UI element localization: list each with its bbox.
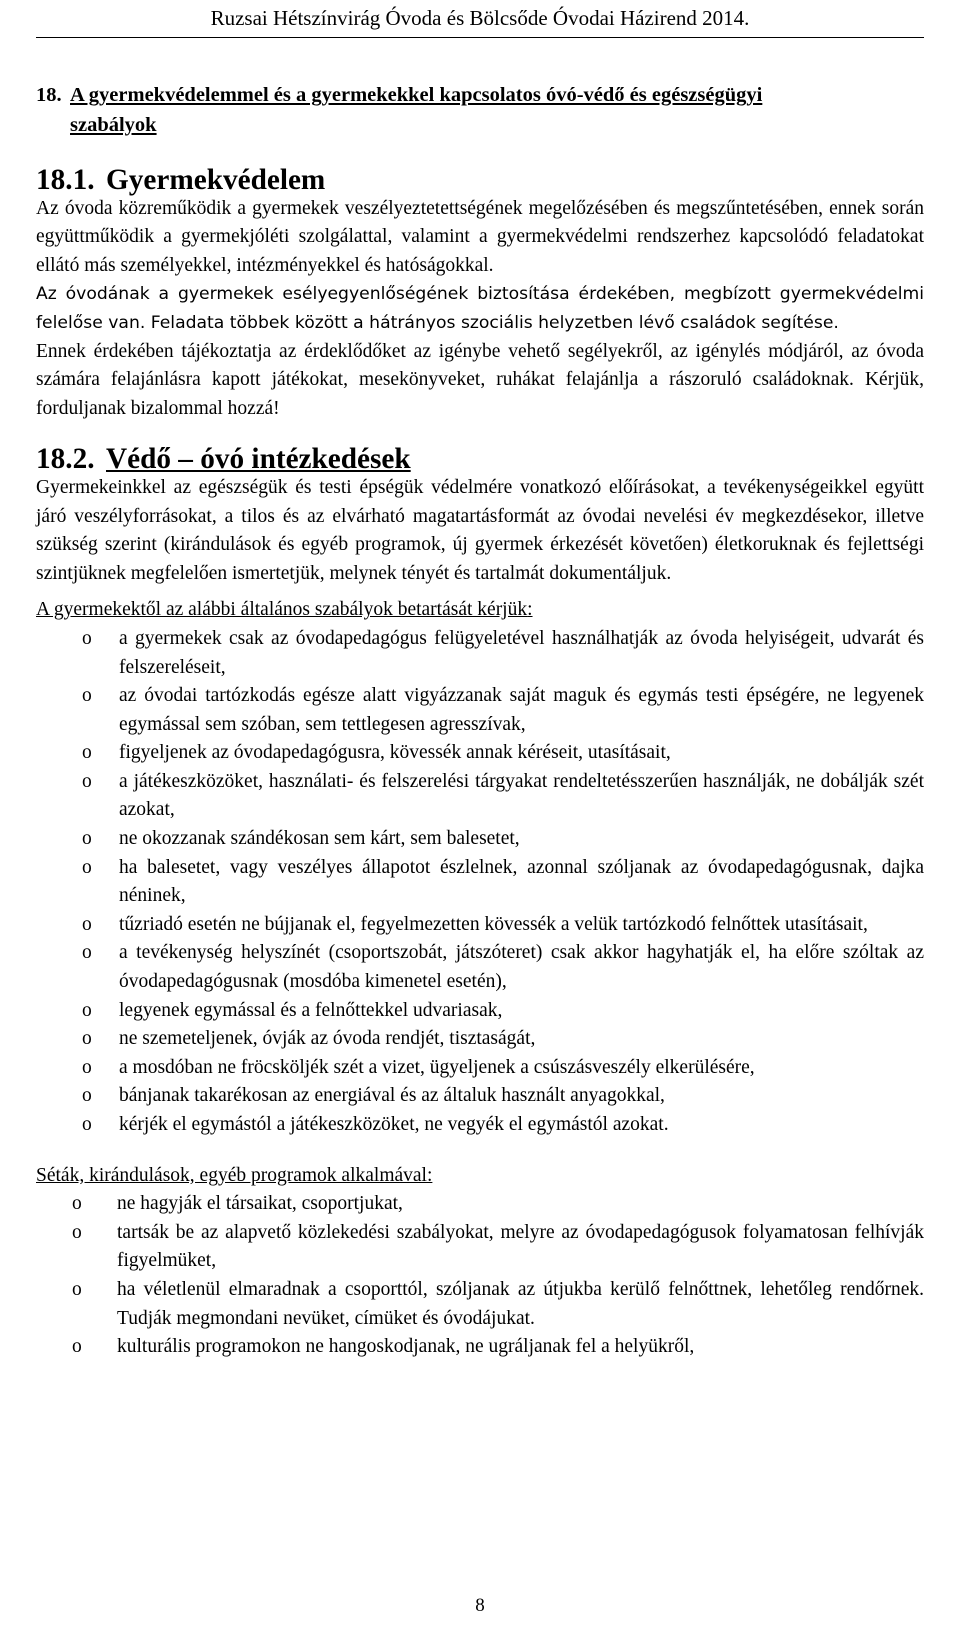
list-item (36, 682, 924, 739)
list-bullet: o (82, 913, 92, 935)
chapter-title (36, 80, 924, 140)
list-bullet: o (82, 828, 92, 850)
list-item-text: ne hagyják el társaikat, csoportjukat, (117, 1193, 403, 1215)
list-item (36, 1276, 924, 1333)
section-2-number: 18.2. (36, 443, 95, 476)
list-item (36, 1082, 924, 1111)
chapter-number: 18. (36, 84, 62, 106)
chapter-title-line1: A gyermekvédelemmel és a gyermekekkel kapcsolatos óvó-védő és egészségügyi (70, 84, 763, 106)
list-bullet: o (82, 999, 92, 1021)
section-2-title: Védő – óvó intézkedések (106, 443, 411, 476)
rules-list (36, 625, 924, 1140)
section-1-title: Gyermekvédelem (106, 164, 326, 196)
list-item-text: ha véletlenül elmaradnak a csoporttól, szóljanak az útjukba kerülő felnőttnek, lehetőleg rendőrnek. Tudják megmondani nevüket, címüket és óvodájukat. (117, 1278, 924, 1329)
list-item-text: kérjék el egymástól a játékeszközöket, ne vegyék el egymástól azokat. (119, 1114, 669, 1135)
list-item-text: ne szemeteljenek, óvják az óvoda rendjét, tisztaságát, (119, 1028, 536, 1050)
list-item (36, 939, 924, 996)
list-item-text: az óvodai tartózkodás egésze alatt vigyázzanak saját maguk és egymás testi épségére, ne legyenek egymással sem szóban, sem tettlegesen agresszívak, (119, 685, 924, 735)
list-item-text: legyenek egymással és a felnőttekkel udvariasak, (119, 999, 503, 1021)
list-bullet: o (82, 627, 92, 649)
list-bullet: o (82, 856, 92, 878)
trips-list (36, 1190, 924, 1362)
list-item-text: tartsák be az alapvető közlekedési szabályokat, melyre az óvodapedagógusok folyamatosan felhívják figyelmüket, (117, 1221, 924, 1272)
list-item (36, 739, 924, 768)
list-item (36, 825, 924, 854)
rules-lead-text: A gyermekektől az alábbi általános szabályok betartását kérjük (36, 599, 528, 621)
section-1-paragraph-2: Az óvodának a gyermekek esélyegyenlőségének biztosítása érdekében, megbízott gyermekvédelmi felelőse van. Feladata többek között a hátrányos szociális helyzetben lévő családok segítése. (36, 284, 924, 333)
list-item-text: a tevékenység helyszínét (csoportszobát, játszóteret) csak akkor hagyhatják el, ha előre szóltak az óvodapedagógusnak (mosdóba kimenetel esetén), (119, 942, 924, 993)
list-item (36, 625, 924, 682)
list-item (36, 997, 924, 1026)
section-2-heading (36, 445, 924, 474)
list-item (36, 854, 924, 911)
page-content (36, 80, 924, 1362)
section-1-paragraph-1: Az óvoda közreműködik a gyermekek veszélyeztetettségének megelőzésében és megszűntetésében, ennek során együttműködik a gyermekjóléti szolgálattal, valamint a gyermekvédelmi rendszerhez kapcsolódó feladatokat ellátó más személyekkel, intézményekkel és hatóságokkal. (36, 197, 924, 276)
trips-lead: Séták, kirándulások, egyéb programok alkalmával: (36, 1164, 433, 1186)
list-bullet: o (72, 1278, 82, 1300)
rules-lead (36, 596, 924, 625)
list-bullet: o (82, 742, 92, 764)
list-item (36, 1111, 924, 1140)
list-bullet: o (82, 942, 92, 964)
list-item-text: a mosdóban ne fröcsköljék szét a vizet, ügyeljenek a csúszásveszély elkerülésére, (119, 1056, 755, 1078)
header-rule (36, 37, 924, 38)
list-item (36, 1333, 924, 1362)
list-bullet: o (82, 770, 92, 792)
list-item-text: ha balesetet, vagy veszélyes állapotot észlelnek, azonnal szóljanak az óvodapedagógusnak, dajka néninek, (119, 856, 924, 907)
list-item-text: ne okozzanak szándékosan sem kárt, sem balesetet, (119, 828, 520, 850)
list-bullet: o (82, 1114, 92, 1135)
section-2-paragraph-1: Gyermekeinkkel az egészségük és testi épségük védelmére vonatkozó előírásokat, a tevékenységeikkel együtt járó veszélyforrásokat, a tilos és az elvárható magatartásformát az óvodai nevelési év megkezdésekor, illetve szükség szerint (kirándulások és egyéb programok, új gyermek érkezését követően) életkoruknak és fejlettségi szintjüknek megfelelően ismertetjük, melynek tényét és tartalmát dokumentáljuk. (36, 476, 924, 584)
list-item-text: a gyermekek csak az óvodapedagógus felügyeletével használhatják az óvoda helyiségeit, udvarát és felszereléseit, (119, 627, 924, 678)
section-1-heading (36, 166, 924, 195)
rules-lead-colon: : (527, 599, 533, 621)
list-item (36, 1054, 924, 1083)
list-bullet: o (72, 1336, 82, 1358)
list-bullet: o (82, 1028, 92, 1050)
section-1-paragraph-3: Ennek érdekében tájékoztatja az érdeklődőket az igénybe vehető segélyekről, az igénylés módjáról, az óvoda számára felajánlásra kapott játékokat, mesekönyveket, ruhákat felajánlja a rászoruló családoknak. Kérjük, forduljanak bizalommal hozzá! (36, 340, 924, 419)
list-bullet: o (82, 685, 92, 707)
running-header: Ruzsai Hétszínvirág Óvoda és Bölcsőde Óvodai Házirend 2014. (210, 6, 750, 30)
list-item-text: tűzriadó esetén ne bújjanak el, fegyelmezetten kövessék a velük tartózkodó felnőttek utasításait, (119, 913, 868, 935)
list-bullet: o (82, 1085, 92, 1107)
list-item (36, 768, 924, 825)
list-bullet: o (72, 1193, 82, 1215)
list-item (36, 1219, 924, 1276)
list-item-text: a játékeszközöket, használati- és felszerelési tárgyakat rendeltetésszerűen használják, ne dobálják szét azokat, (119, 770, 924, 821)
list-item-text: bánjanak takarékosan az energiával és az általuk használt anyagokkal, (119, 1085, 665, 1107)
page-number: 8 (475, 1595, 485, 1616)
list-item (36, 1025, 924, 1054)
list-bullet: o (72, 1221, 82, 1243)
list-item (36, 911, 924, 940)
list-bullet: o (82, 1056, 92, 1078)
list-item-text: kulturális programokon ne hangoskodjanak, ne ugráljanak fel a helyükről, (117, 1336, 695, 1358)
list-item-text: figyeljenek az óvodapedagógusra, kövessék annak kéréseit, utasításait, (119, 742, 671, 764)
list-item (36, 1190, 924, 1219)
section-1-number: 18.1. (36, 164, 95, 196)
chapter-title-line2: szabályok (70, 114, 157, 136)
